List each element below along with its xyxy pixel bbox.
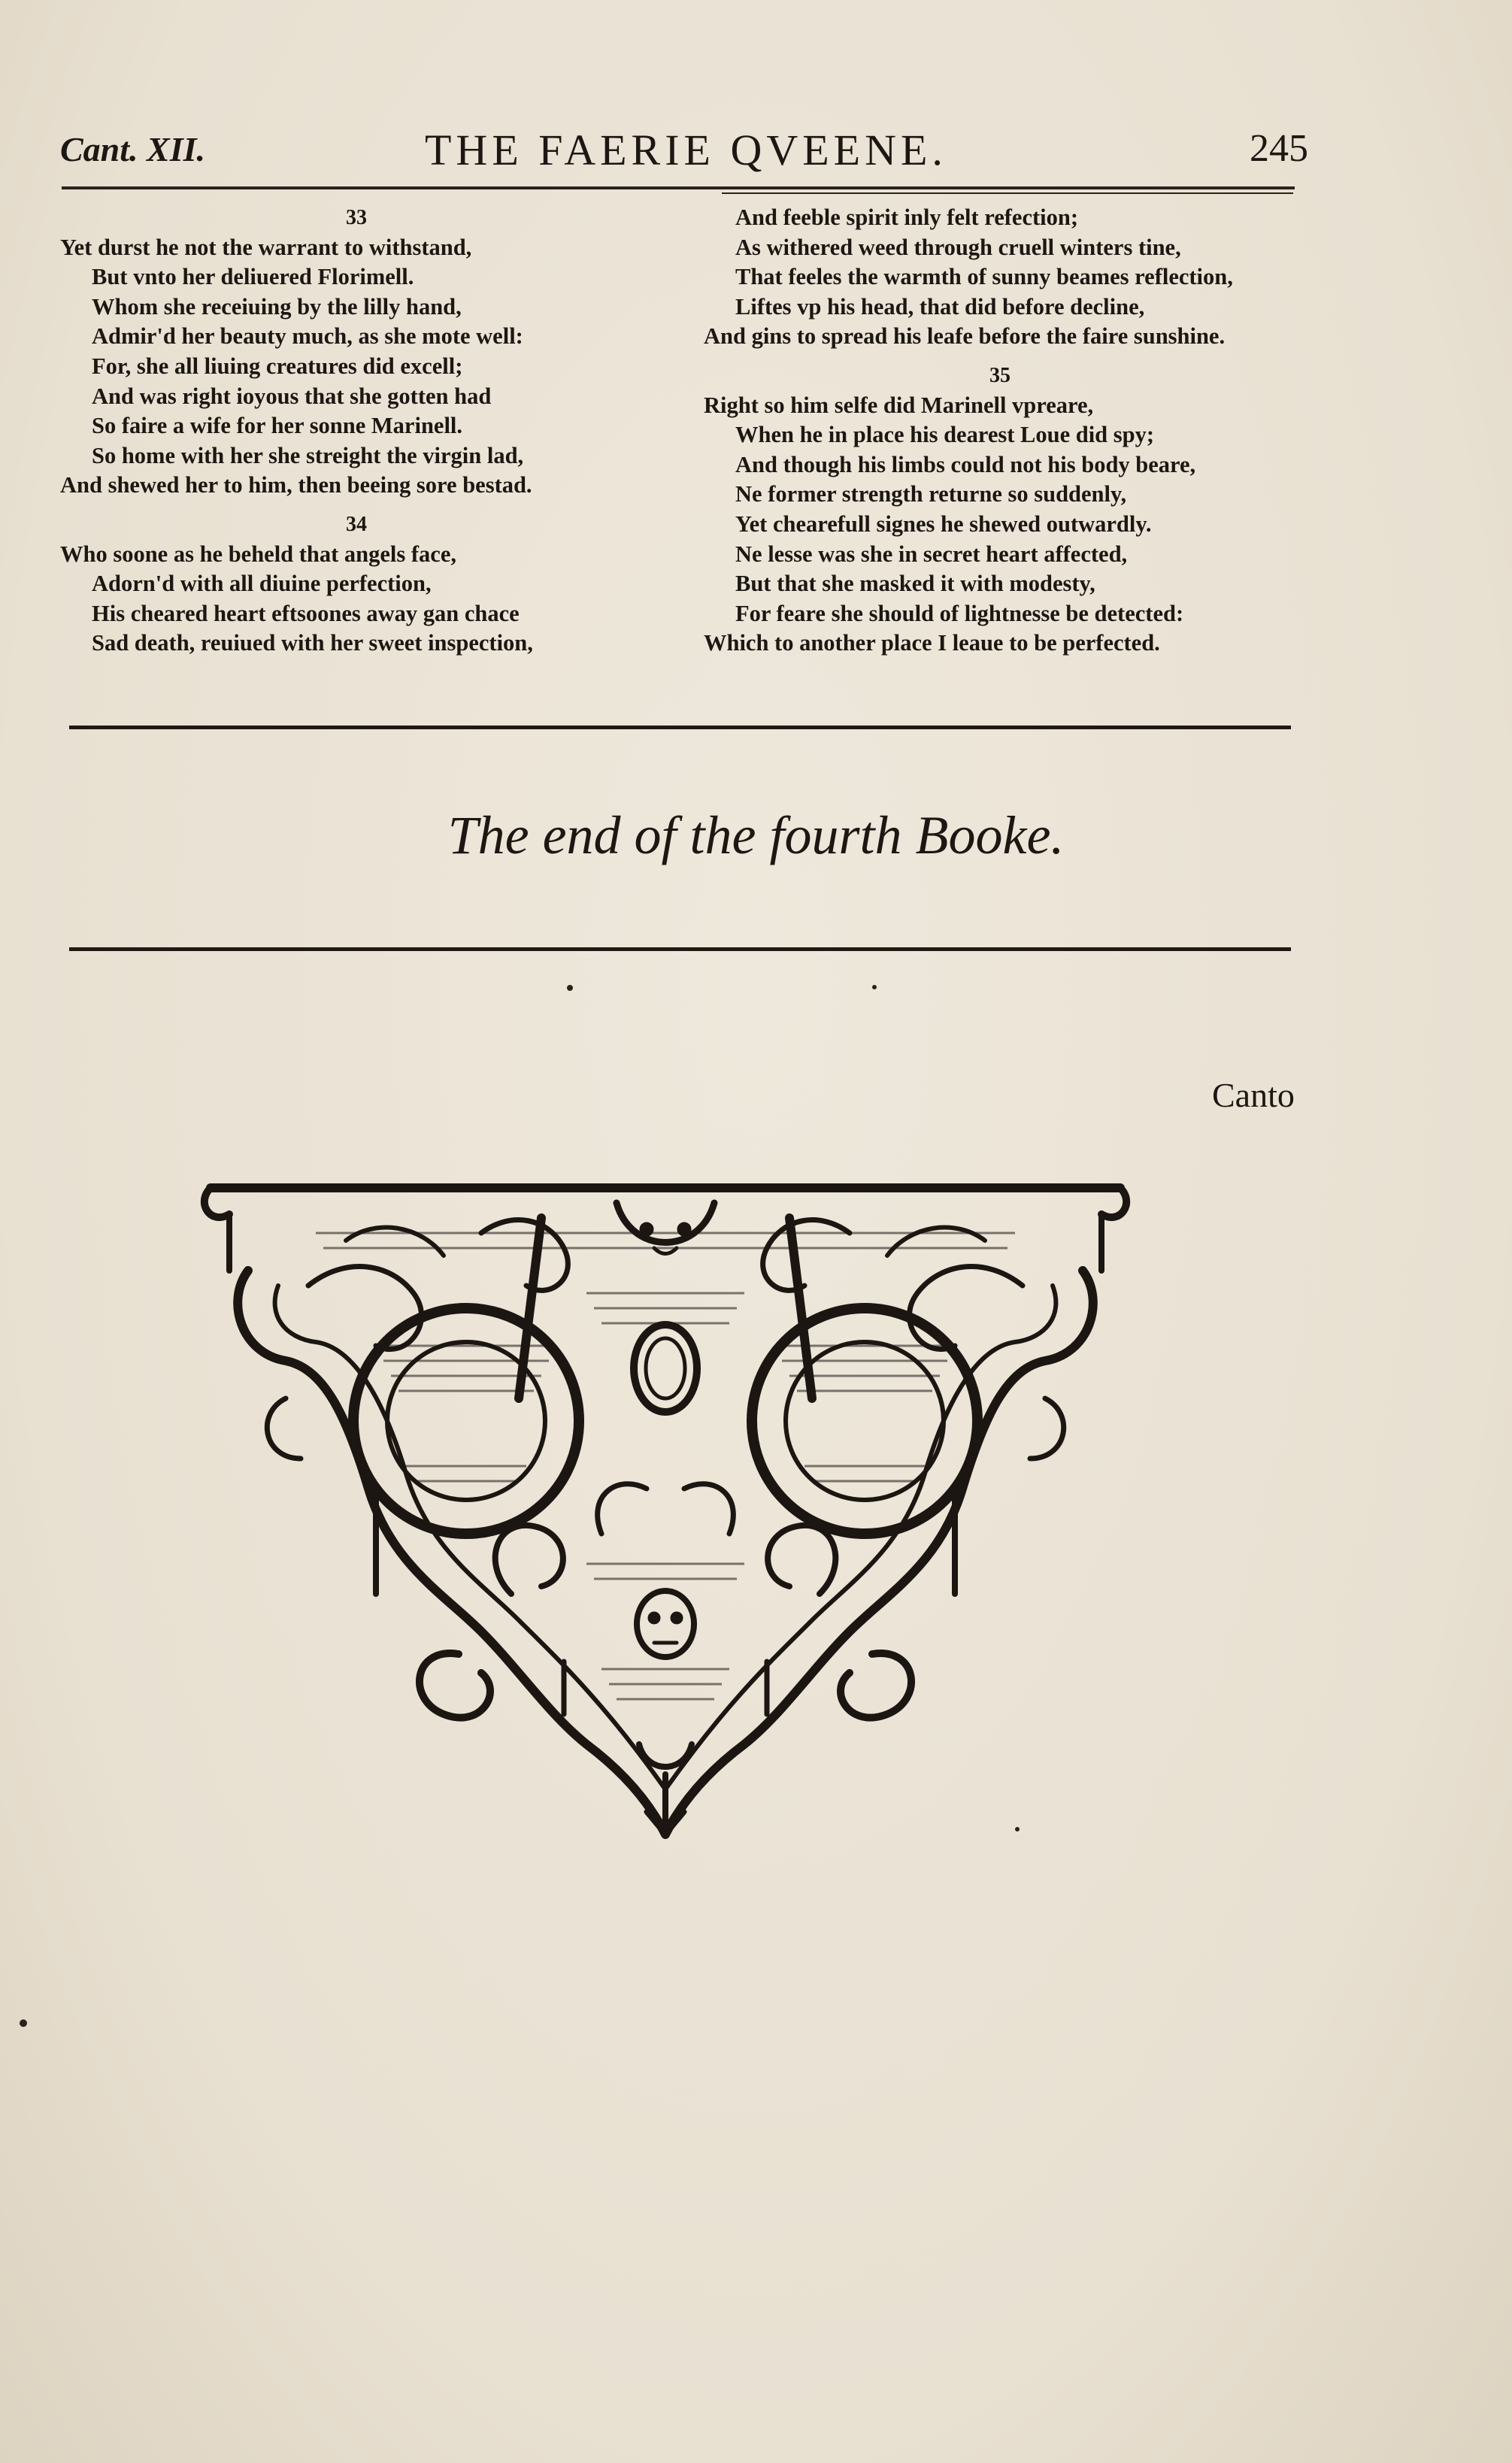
verse-line: So faire a wife for her sonne Marinell. bbox=[92, 413, 463, 439]
section-rule-upper bbox=[69, 726, 1291, 729]
stanza-number: 34 bbox=[346, 512, 367, 536]
verse-line: Adorn'd with all diuine perfection, bbox=[92, 571, 432, 597]
verse-line: And though his limbs could not his body beare, bbox=[735, 451, 1196, 477]
verse-line: Yet chearefull signes he shewed outwardly. bbox=[735, 510, 1152, 537]
headpiece-ornament-icon bbox=[195, 1173, 1135, 1850]
verse-line: And gins to spread his leafe before the faire sunshine. bbox=[704, 323, 1226, 350]
section-rule-lower bbox=[69, 947, 1291, 951]
verse-line: Right so him selfe did Marinell vpreare, bbox=[704, 392, 1094, 418]
paper-speck bbox=[1015, 1827, 1020, 1831]
verse-line: Which to another place I leaue to be perfected. bbox=[704, 630, 1160, 656]
left-column bbox=[60, 203, 677, 659]
page-number: 245 bbox=[1250, 127, 1308, 170]
verse-line: But vnto her deliuered Florimell. bbox=[92, 264, 414, 290]
verse-line: As withered weed through cruell winters tine, bbox=[735, 234, 1181, 260]
verse-line: Yet durst he not the warrant to withstand, bbox=[60, 234, 472, 260]
verse-line: When he in place his dearest Loue did spy; bbox=[735, 422, 1154, 448]
paper-speck bbox=[20, 2019, 27, 2027]
right-column bbox=[704, 203, 1320, 659]
verse-line: His cheared heart eftsoones away gan chace bbox=[92, 600, 520, 626]
verse-line: Sad death, reuiued with her sweet inspection, bbox=[92, 630, 533, 656]
paper-speck bbox=[567, 985, 573, 991]
header-rule bbox=[62, 186, 1295, 189]
verse-line: But that she masked it with modesty, bbox=[735, 571, 1095, 597]
book-end-heading: The end of the fourth Booke. bbox=[447, 805, 1065, 865]
verse-line: Ne lesse was she in secret heart affected, bbox=[735, 541, 1128, 567]
verse-line: Whom she receiuing by the lilly hand, bbox=[92, 293, 462, 320]
paper-speck bbox=[872, 985, 877, 989]
verse-line: Liftes vp his head, that did before decline, bbox=[735, 293, 1145, 320]
verse-line: Who soone as he beheld that angels face, bbox=[60, 541, 456, 567]
verse-line: That feeles the warmth of sunny beames reflection, bbox=[735, 264, 1233, 290]
verse-line: So home with her she streight the virgin lad, bbox=[92, 442, 524, 468]
verse-line: Ne former strength returne so suddenly, bbox=[735, 481, 1127, 507]
verse-line: And shewed her to him, then beeing sore bestad. bbox=[60, 472, 532, 498]
stanza-35 bbox=[704, 361, 1320, 659]
stanza-33 bbox=[60, 203, 677, 501]
catchword: Canto bbox=[1212, 1076, 1295, 1114]
stanza-number: 33 bbox=[346, 206, 367, 229]
verse-line: Admir'd her beauty much, as she mote well: bbox=[92, 323, 523, 350]
header-rule-thin bbox=[722, 192, 1293, 194]
verse-line: For, she all liuing creatures did excell; bbox=[92, 353, 463, 379]
verse-line: And was right ioyous that she gotten had bbox=[92, 383, 492, 409]
canto-label: Cant. XII. bbox=[60, 130, 206, 168]
verse-line: And feeble spirit inly felt refection; bbox=[735, 204, 1078, 230]
stanza-34-continued bbox=[704, 203, 1320, 352]
stanza-34 bbox=[60, 510, 677, 659]
running-head bbox=[60, 120, 1308, 180]
stanza-number: 35 bbox=[989, 363, 1011, 387]
book-title: THE FAERIE QVEENE. bbox=[425, 126, 947, 174]
verse-line: For feare she should of lightnesse be detected: bbox=[735, 600, 1184, 626]
